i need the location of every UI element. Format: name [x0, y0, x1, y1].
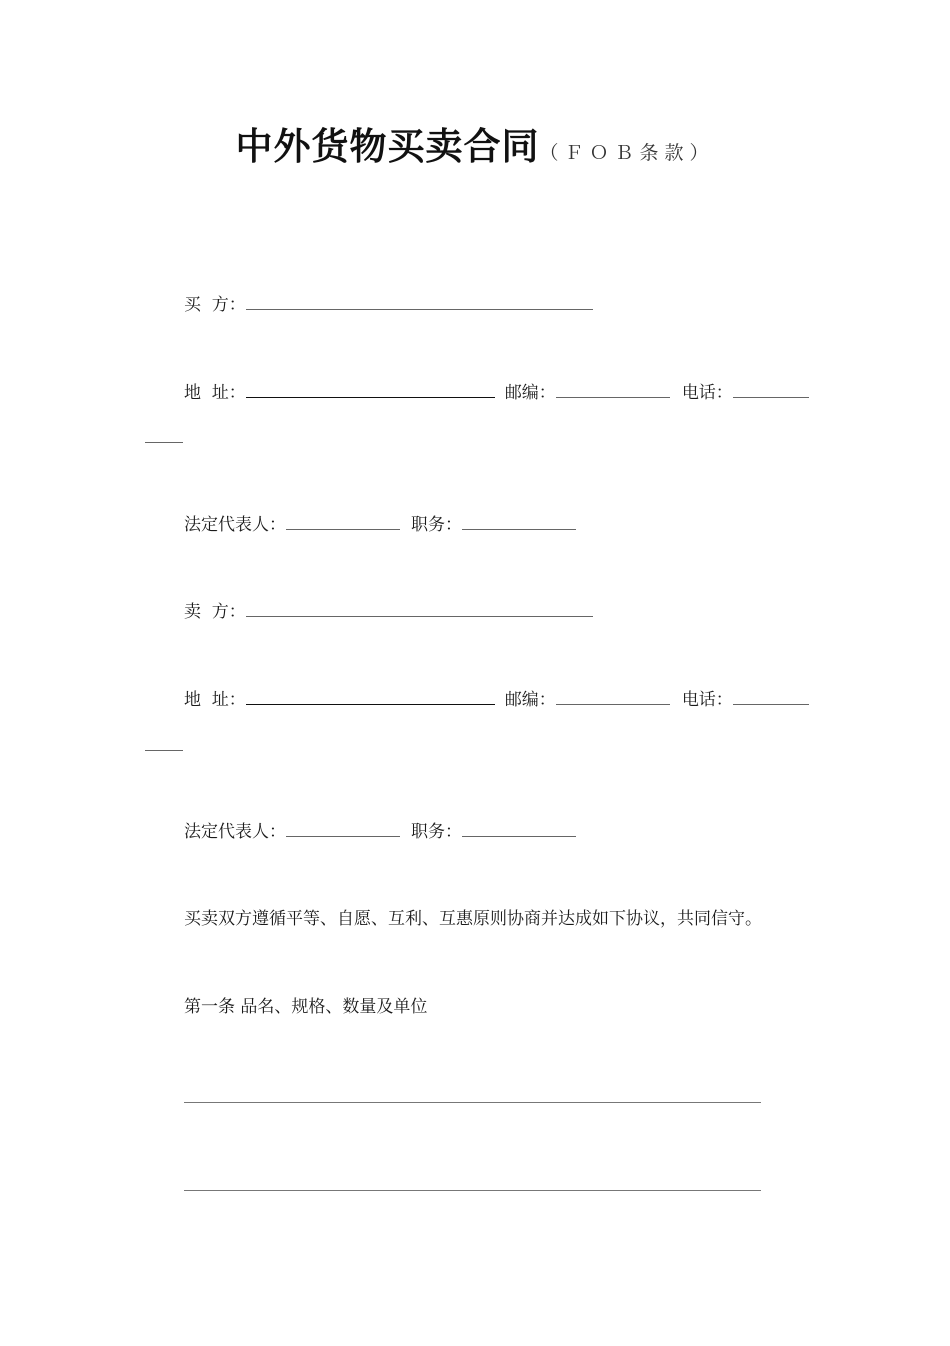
- seller-position-label: 职务：: [411, 822, 462, 842]
- buyer-postcode-label: 邮编：: [504, 383, 556, 403]
- seller-party-row: [184, 600, 593, 623]
- seller-party-label: 卖 方：: [184, 602, 246, 622]
- seller-address-row: [184, 688, 809, 711]
- buyer-rep-field[interactable]: [286, 513, 400, 530]
- seller-rep-row: [184, 820, 576, 843]
- seller-address-field[interactable]: [246, 688, 495, 705]
- title-subtitle: （ＦＯＢ条款）: [539, 142, 715, 164]
- seller-party-field[interactable]: [246, 600, 593, 617]
- seller-rep-field[interactable]: [286, 820, 400, 837]
- seller-address-label: 地 址：: [184, 690, 246, 710]
- buyer-postcode-field[interactable]: [556, 381, 670, 398]
- seller-rep-label: 法定代表人：: [184, 822, 286, 842]
- title-main: 中外货物买卖合同: [235, 125, 540, 168]
- buyer-phone-field[interactable]: [733, 381, 809, 398]
- buyer-rep-row: [184, 513, 576, 536]
- document-title: [0, 116, 950, 170]
- seller-phone-label: 电话：: [681, 690, 733, 710]
- article-1-blank-line-1[interactable]: [184, 1102, 761, 1103]
- article-1-heading: 第一条 品名、规格、数量及单位: [184, 997, 428, 1017]
- buyer-address-row: [184, 381, 809, 404]
- seller-phone-field[interactable]: [733, 688, 809, 705]
- preamble-text: 买卖双方遵循平等、自愿、互利、互惠原则协商并达成如下协议，共同信守。: [184, 909, 762, 929]
- buyer-address-field[interactable]: [246, 381, 495, 398]
- buyer-rep-label: 法定代表人：: [184, 515, 286, 535]
- article-1-blank-line-2[interactable]: [184, 1190, 761, 1191]
- buyer-position-field[interactable]: [462, 513, 576, 530]
- buyer-party-field[interactable]: [246, 293, 593, 310]
- buyer-phone-field-continued[interactable]: [145, 442, 183, 443]
- buyer-phone-label: 电话：: [681, 383, 733, 403]
- seller-postcode-label: 邮编：: [504, 690, 556, 710]
- seller-phone-field-continued[interactable]: [145, 750, 183, 751]
- buyer-party-row: [184, 293, 593, 316]
- buyer-party-label: 买 方：: [184, 295, 246, 315]
- seller-position-field[interactable]: [462, 820, 576, 837]
- buyer-address-label: 地 址：: [184, 383, 246, 403]
- seller-postcode-field[interactable]: [556, 688, 670, 705]
- buyer-position-label: 职务：: [411, 515, 462, 535]
